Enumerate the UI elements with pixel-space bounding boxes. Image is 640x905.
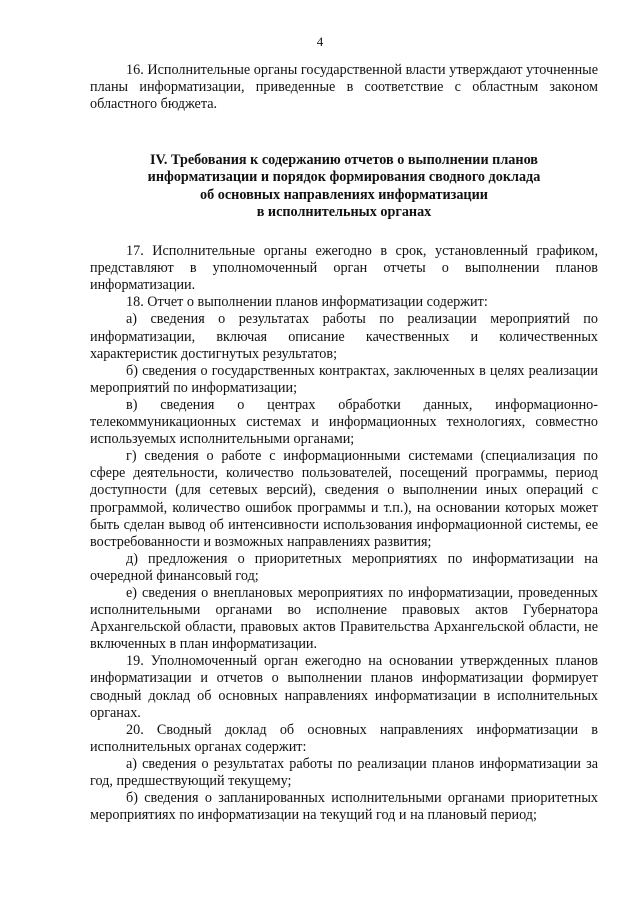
page-number: 4 — [316, 34, 324, 49]
paragraph-18: 18. Отчет о выполнении планов информатизации содержит: — [126, 294, 488, 311]
paragraph-20-a: а) сведения о результатах работы по реализации планов информатизации за год, предшествующий текущему; — [90, 755, 598, 789]
section-heading — [90, 152, 598, 221]
paragraph-20: 20. Сводный доклад об основных направлениях информатизации в исполнительных органах содержит: — [90, 721, 598, 755]
paragraph-17: 17. Исполнительные органы ежегодно в срок, установленный графиком, представляют в уполномоченный орган отчеты о выполнении планов информатизации. — [90, 243, 598, 294]
section-heading-line: об основных направлениях информатизации — [200, 186, 488, 203]
section-heading-line: в исполнительных органах — [256, 203, 432, 220]
document-body — [90, 62, 598, 824]
section-heading-line: IV. Требования к содержанию отчетов о выполнении планов — [150, 152, 538, 169]
paragraph-18-d: д) предложения о приоритетных мероприятиях по информатизации на очередной финансовый год; — [90, 550, 598, 584]
paragraph-16: 16. Исполнительные органы государственной власти утверждают уточненные планы информатизации, приведенные в соответствие с областным законом областного бюджета. — [90, 62, 598, 113]
paragraph-18-v: в) сведения о центрах обработки данных, информационно-телекоммуникационных системах и информационных технологиях, совместно используемых исполнительными органами; — [90, 396, 598, 448]
paragraph-20-b: б) сведения о запланированных исполнительными органами приоритетных мероприятиях по информатизации на текущий год и на плановый период; — [90, 790, 598, 824]
paragraph-18-g: г) сведения о работе с информационными системами (специализация по сфере деятельности, количество пользователей, посещений программы, период доступности (для сетевых версий), сведения о выполнении иных операций с программой, количество ошибок программы и т.п.), на основании которых может быть сделан вывод об интенсивности использования информационной системы, ее востребованности и возможных направлениях развития; — [90, 448, 598, 550]
section-heading-line: информатизации и порядок формирования сводного доклада — [147, 169, 541, 186]
paragraph-18-a: а) сведения о результатах работы по реализации мероприятий по информатизации, включая описание качественных и количественных характеристик достигнутых результатов; — [90, 311, 598, 362]
paragraph-18-e: е) сведения о внеплановых мероприятиях по информатизации, проведенных исполнительными органами во исполнение правовых актов Губернатора Архангельской области, правовых актов Правительства Архангельской области, не включенных в план информатизации. — [90, 584, 598, 653]
paragraph-18-b: б) сведения о государственных контрактах, заключенных в целях реализации мероприятий по информатизации; — [90, 362, 598, 396]
paragraph-19: 19. Уполномоченный орган ежегодно на основании утвержденных планов информатизации и отчетов о выполнении планов информатизации формирует сводный доклад об основных направлениях информатизации в исполнительных органах. — [90, 653, 598, 721]
